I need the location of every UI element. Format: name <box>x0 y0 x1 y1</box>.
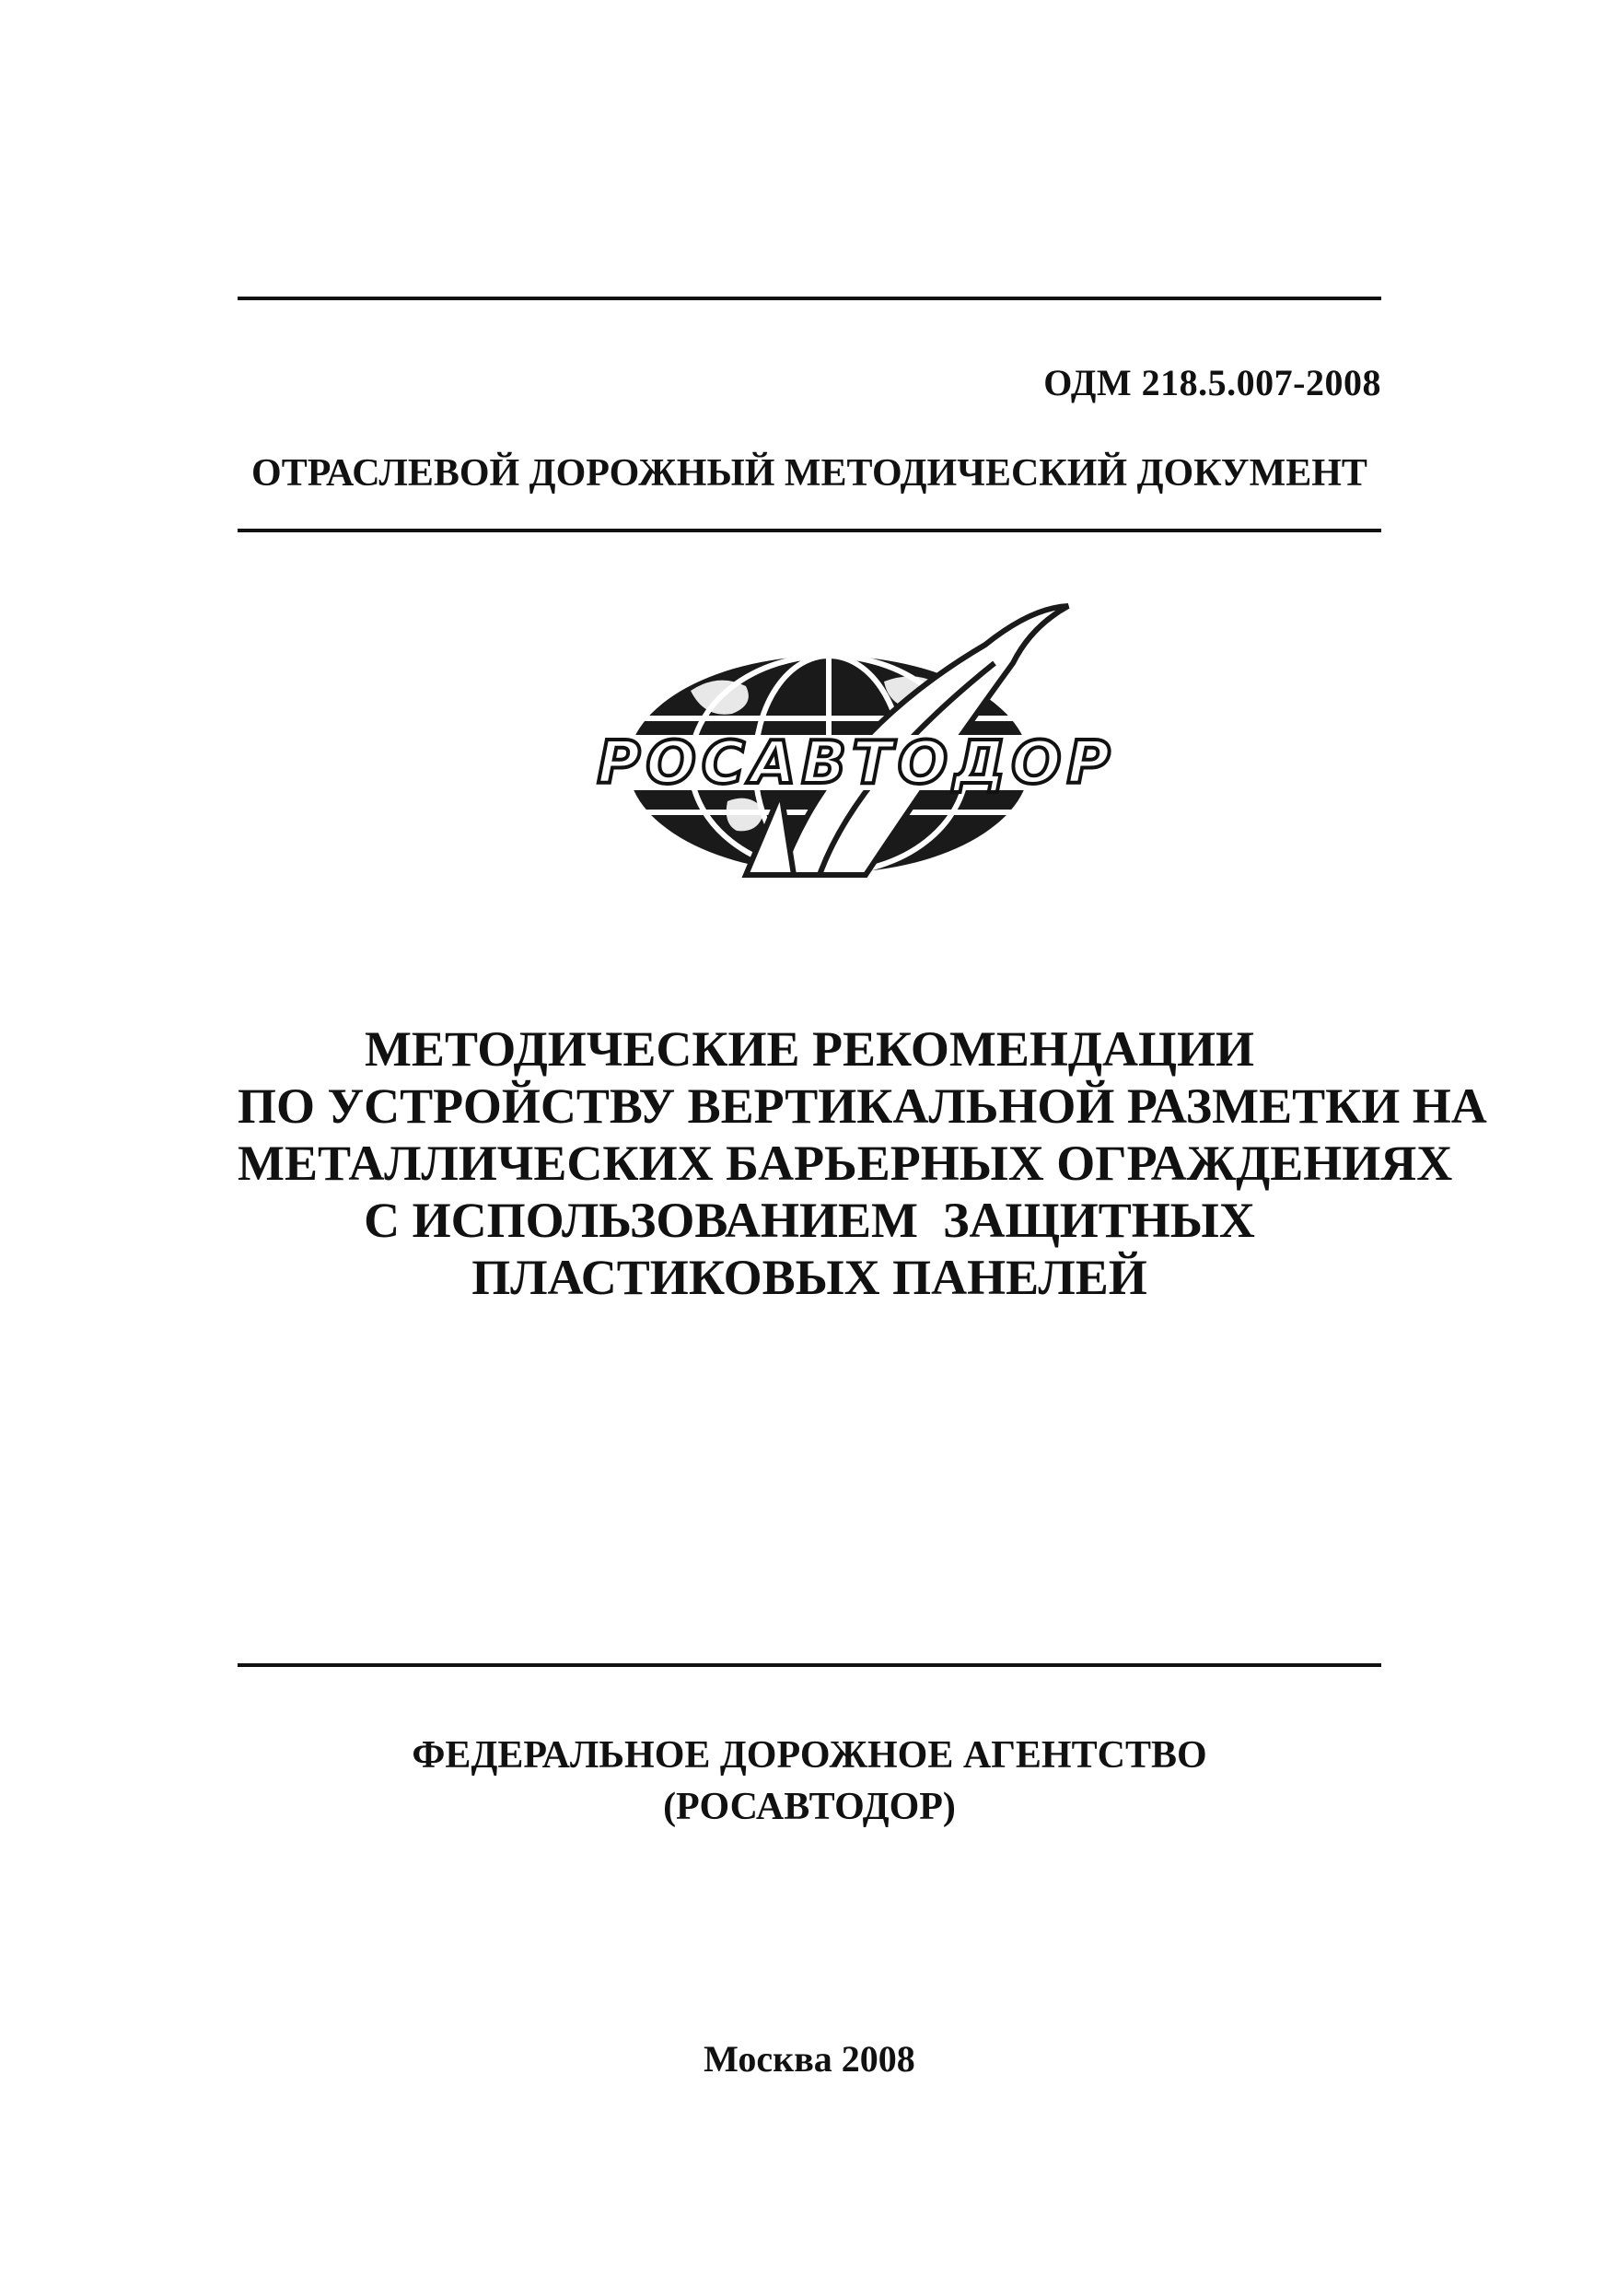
title-line-4: С ИСПОЛЬЗОВАНИЕМ ЗАЩИТНЫХ <box>364 1193 1255 1248</box>
publisher-abbreviation: (РОСАВТОДОР) <box>663 1786 956 1828</box>
imprint-city-year: Москва 2008 <box>704 2038 915 2080</box>
document-type: ОТРАСЛЕВОЙ ДОРОЖНЫЙ МЕТОДИЧЕСКИЙ ДОКУМЕНТ <box>251 452 1367 495</box>
document-code: ОДМ 218.5.007-2008 <box>1043 362 1381 403</box>
publisher <box>238 1730 1381 1833</box>
title-line-5: ПЛАСТИКОВЫХ ПАНЕЛЕЙ <box>471 1250 1147 1305</box>
logo-wordmark: РОСАВТОДОР <box>597 729 1116 798</box>
header-divider <box>238 529 1381 532</box>
top-divider <box>238 297 1381 300</box>
globe-road-emblem-icon <box>553 589 1160 893</box>
document-title <box>238 1020 1487 1306</box>
footer-divider <box>238 1663 1381 1667</box>
publisher-name: ФЕДЕРАЛЬНОЕ ДОРОЖНОЕ АГЕНТСТВО <box>412 1734 1207 1777</box>
title-line-1: МЕТОДИЧЕСКИЕ РЕКОМЕНДАЦИИ <box>364 1021 1255 1077</box>
title-line-3: МЕТАЛЛИЧЕСКИХ БАРЬЕРНЫХ ОГРАЖДЕНИЯХ <box>238 1136 1453 1191</box>
title-line-2: ПО УСТРОЙСТВУ ВЕРТИКАЛЬНОЙ РАЗМЕТКИ НА <box>238 1078 1487 1134</box>
rosavtodor-logo <box>553 589 1160 893</box>
